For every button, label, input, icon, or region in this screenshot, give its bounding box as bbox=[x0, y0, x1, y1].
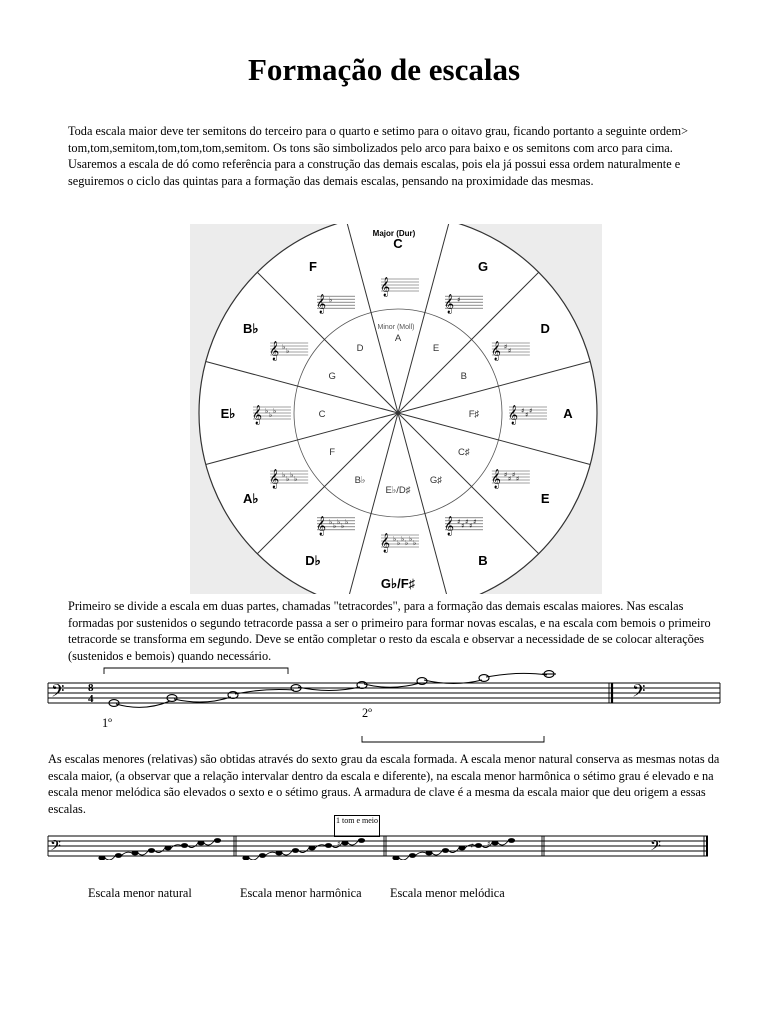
major-key-label: D♭ bbox=[305, 553, 321, 569]
interval-arc bbox=[188, 843, 199, 848]
minor-key-label: D bbox=[356, 343, 364, 355]
harmonic-minor-label: Escala menor harmônica bbox=[240, 886, 362, 900]
accidental-icon: ♯ bbox=[503, 343, 508, 351]
minor-key-label: G bbox=[328, 371, 336, 382]
interval-arc bbox=[155, 848, 166, 853]
minor-key-label: C bbox=[318, 409, 326, 420]
interval-arc bbox=[266, 852, 277, 855]
scale-note bbox=[197, 841, 204, 846]
scale-note bbox=[259, 853, 266, 858]
bass-clef-icon bbox=[650, 838, 661, 858]
svg-text:𝄢: 𝄢 bbox=[51, 681, 65, 705]
major-key-label: B♭ bbox=[243, 321, 259, 336]
accidental-icon: ♭ bbox=[265, 407, 269, 415]
interval-arc bbox=[122, 852, 133, 855]
scale-note bbox=[325, 843, 332, 848]
treble-clef-icon: 𝄞 bbox=[316, 515, 327, 536]
accidental-icon: ♯ bbox=[469, 521, 473, 530]
scale-note bbox=[358, 838, 365, 843]
minor-scales-staff bbox=[44, 832, 712, 860]
major-key-label: E bbox=[540, 491, 550, 506]
natural-minor-label: Escala menor natural bbox=[88, 886, 192, 900]
accidental-icon: ♭ bbox=[401, 535, 405, 543]
accidental-icon: ♭ bbox=[413, 539, 417, 547]
tetrachord-brackets bbox=[104, 668, 544, 742]
accidental-icon: ♯ bbox=[521, 407, 525, 415]
accidental-icon: ♭ bbox=[282, 343, 286, 351]
accidental-icon: ♯ bbox=[503, 471, 508, 479]
tetracordes-paragraph: Primeiro se divide a escala em duas partes, chamadas "tetracordes", para a formação das demais escalas maiores. Nas escalas formadas por sustenidos o segundo tetracorde passa a ser o primeiro para formar novas escalas, e na escala com bemois o primeiro tetracorde se transforma em segundo. Deve se então completar o resto da escala e observar a necessidade de se colocar alterações (sustenidos e bemois) quando necessário. bbox=[68, 599, 711, 663]
treble-clef-icon: 𝄞 bbox=[490, 469, 501, 489]
menores-paragraph: As escalas menores (relativas) são obtidas através do sexto grau da escala formada. A escala menor natural conserva as mesmas notas da escala maior, (a observar que a relação intervalar dentro da escala e diferente), na escala menor harmônica o sétimo grau é elevado e na escala menor melódica são elevados o sexto e o sétimo graus. A armadura de clave é a mesma da escala maior que deu origem a essas escalas. bbox=[48, 752, 720, 816]
accidental-icon: ♭ bbox=[345, 517, 349, 526]
minor-key-label: C♯ bbox=[458, 447, 470, 458]
scale-note bbox=[131, 851, 138, 856]
interval-arc bbox=[416, 852, 427, 855]
scale-note bbox=[341, 841, 348, 846]
accidental-icon: ♯ bbox=[457, 296, 461, 305]
circle-of-fifths-figure bbox=[190, 224, 602, 594]
accidental-icon: ♭ bbox=[286, 475, 290, 483]
major-key-label: F bbox=[309, 258, 317, 274]
svg-text:𝄢: 𝄢 bbox=[650, 838, 661, 858]
scale-note bbox=[308, 846, 315, 851]
accidental-icon: ♭ bbox=[329, 517, 333, 526]
bass-clef-icon bbox=[632, 681, 646, 705]
accidental-icon: ♯ bbox=[507, 347, 512, 355]
outer-title: Major (Dur) bbox=[372, 229, 416, 238]
major-key-label: A bbox=[563, 406, 573, 421]
treble-clef-icon: 𝄞 bbox=[380, 277, 391, 297]
scale-note bbox=[292, 848, 299, 853]
scale-note bbox=[442, 848, 449, 853]
accidental-icon: ♯ bbox=[515, 475, 520, 483]
accidental-icon: ♭ bbox=[337, 517, 341, 526]
treble-clef-icon: 𝄞 bbox=[380, 533, 391, 553]
time-signature-bottom: 4 bbox=[88, 693, 94, 705]
intro-paragraph: Toda escala maior deve ter semitons do terceiro para o quarto e setimo para o oitavo grau, ficando portanto a seguinte ordem> tom,tom,semitom,tom,tom,tom,semitom. Os tons são simbolizados pelo arco para baixo e os semitons com arco para cima. Usaremos a escala de dó como referência para a construção das demais escalas, pois ela já possui essa ordem naturalmente e seguiremos o ciclo das quintas para a formação das demais escalas, pensando na proximidade das mesmas. bbox=[68, 124, 689, 188]
interval-arcs bbox=[116, 673, 547, 707]
accidental-icon: ♯ bbox=[511, 471, 516, 479]
treble-clef-icon: 𝄞 bbox=[490, 341, 501, 361]
major-key-label: A♭ bbox=[243, 491, 259, 506]
major-key-label: G bbox=[477, 258, 489, 274]
scale-note bbox=[409, 853, 416, 858]
minor-key-label: E bbox=[432, 343, 440, 355]
interval-arc bbox=[299, 848, 310, 853]
melodic-minor-label: Escala menor melódica bbox=[390, 886, 505, 900]
second-tetrachord-label: 2º bbox=[362, 706, 372, 720]
minor-key-label: F♯ bbox=[468, 409, 480, 420]
scale-note bbox=[508, 838, 515, 843]
scale-note bbox=[148, 848, 155, 853]
minor-key-label: A bbox=[394, 333, 402, 344]
major-key-label: B bbox=[478, 553, 488, 569]
treble-clef-icon: 𝄞 bbox=[444, 294, 455, 315]
minor-key-label: B bbox=[460, 371, 467, 382]
treble-clef-icon: 𝄞 bbox=[508, 405, 519, 425]
interval-annotation-box: 1 tom e meio bbox=[334, 815, 380, 837]
scale-note bbox=[425, 851, 432, 856]
scale-note bbox=[164, 846, 171, 851]
accidental-icon: ♭ bbox=[290, 471, 294, 479]
staff-lines bbox=[48, 683, 720, 703]
time-signature-top: 8 bbox=[88, 682, 94, 694]
minor-key-label: G♯ bbox=[429, 474, 443, 486]
sharp-icon: ♯ bbox=[337, 840, 341, 848]
scale-note bbox=[181, 843, 188, 848]
accidental-icon: ♭ bbox=[294, 475, 298, 483]
first-tetrachord-label: 1º bbox=[102, 716, 112, 730]
accidental-icon: ♭ bbox=[286, 347, 290, 355]
treble-clef-icon: 𝄞 bbox=[269, 469, 280, 489]
major-key-label: E♭ bbox=[220, 406, 236, 421]
treble-clef-icon: 𝄞 bbox=[316, 294, 327, 315]
accidental-icon: ♭ bbox=[341, 521, 345, 530]
tetrachord-staff bbox=[44, 664, 724, 746]
svg-text:𝄢: 𝄢 bbox=[50, 838, 61, 858]
treble-clef-icon: 𝄞 bbox=[252, 405, 263, 425]
accidental-icon: ♭ bbox=[269, 411, 273, 419]
scale-note bbox=[458, 846, 465, 851]
scale-note bbox=[115, 853, 122, 858]
accidental-icon: ♭ bbox=[397, 539, 401, 547]
page-title: Formação de escalas bbox=[247, 52, 521, 87]
sharp-icon: ♯ bbox=[487, 840, 491, 848]
inner-title: Minor (Moll) bbox=[377, 324, 415, 331]
accidental-icon: ♯ bbox=[461, 521, 465, 530]
svg-text:𝄢: 𝄢 bbox=[632, 681, 646, 705]
scale-note bbox=[475, 843, 482, 848]
circle-of-fifths-diagram bbox=[190, 224, 602, 594]
accidental-icon: ♯ bbox=[529, 407, 533, 415]
accidental-icon: ♭ bbox=[405, 539, 409, 547]
minor-key-label: B♭ bbox=[354, 474, 366, 486]
accidental-icon: ♯ bbox=[507, 475, 512, 483]
scale-note bbox=[275, 851, 282, 856]
major-key-label: C bbox=[393, 236, 403, 251]
major-key-label: G♭/F♯ bbox=[380, 576, 416, 591]
accidental-icon: ♯ bbox=[525, 411, 529, 419]
accidental-icon: ♯ bbox=[457, 517, 461, 526]
major-key-label: D bbox=[540, 321, 550, 336]
treble-clef-icon: 𝄞 bbox=[269, 341, 280, 361]
scale-note bbox=[491, 841, 498, 846]
accidental-icon: ♭ bbox=[329, 296, 333, 305]
bass-clef-icon bbox=[50, 838, 61, 858]
accidental-icon: ♭ bbox=[282, 471, 286, 479]
scale-note bbox=[214, 838, 221, 843]
minor-key-label: F bbox=[329, 447, 336, 458]
accidental-icon: ♯ bbox=[465, 517, 469, 526]
accidental-icon: ♯ bbox=[473, 517, 477, 526]
accidental-icon: ♭ bbox=[273, 407, 277, 415]
accidental-icon: ♭ bbox=[409, 535, 413, 543]
sharp-icon: ♯ bbox=[470, 842, 474, 850]
treble-clef-icon: 𝄞 bbox=[444, 515, 455, 536]
interval-arc bbox=[449, 848, 460, 853]
bass-clef-icon bbox=[51, 681, 65, 705]
accidental-icon: ♭ bbox=[333, 521, 337, 530]
scale-notes bbox=[109, 671, 556, 707]
minor-key-label: E♭/D♯ bbox=[385, 485, 411, 496]
accidental-icon: ♭ bbox=[393, 535, 397, 543]
